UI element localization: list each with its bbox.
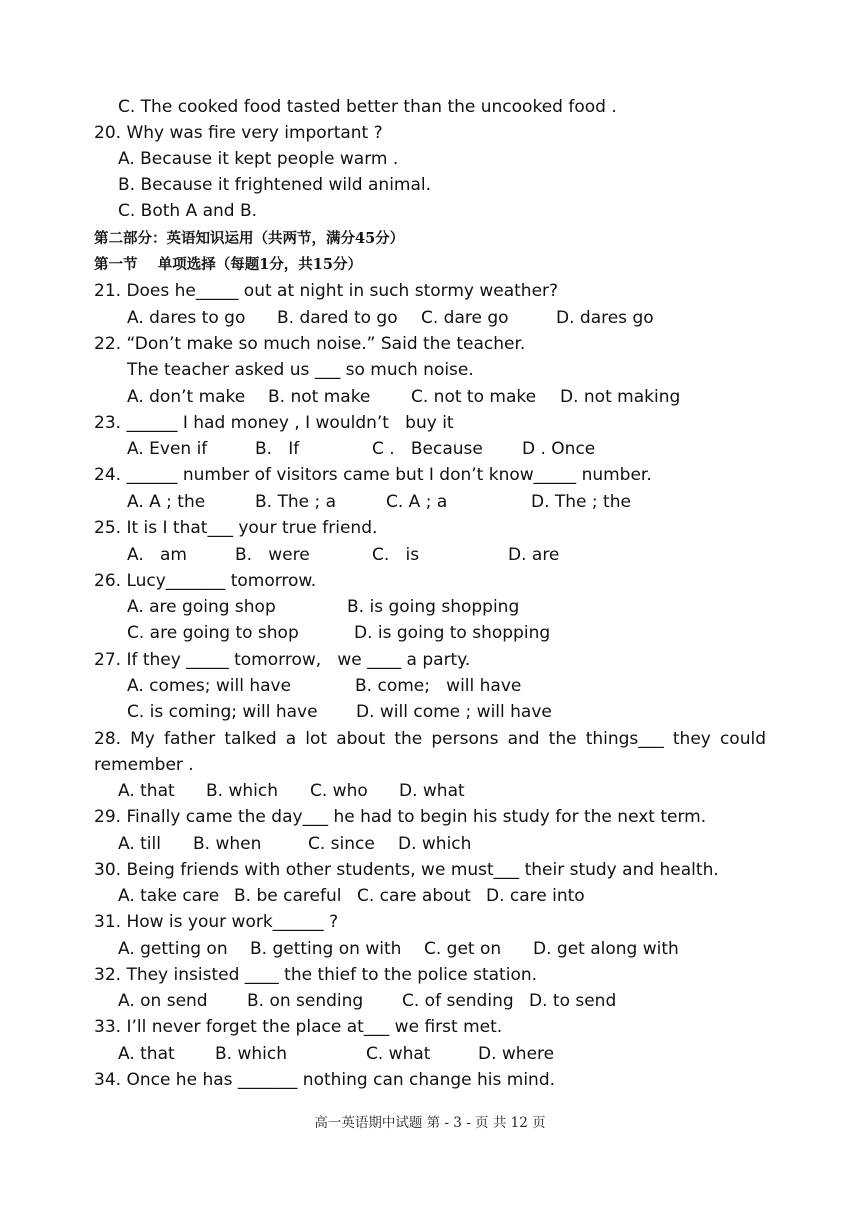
q22-option-b: B. not make [268,387,371,407]
q22-stem-line2: The teacher asked us ___ so much noise. [127,360,474,380]
q31-option-a: A. getting on [118,939,228,959]
q29-option-a: A. till [118,834,161,854]
part-two-heading: 第二部分：英语知识运用（共两节，满分45分） [94,230,405,247]
q32-option-a: A. on send [118,991,208,1011]
q26-option-c: C. are going to shop [127,623,299,643]
q30-option-a: A. take care [118,886,220,906]
q34-stem: 34. Once he has _______ nothing can change his mind. [94,1070,556,1090]
q31-stem: 31. How is your work______ ? [94,912,339,932]
q27-stem: 27. If they _____ tomorrow, we ____ a party. [94,650,471,670]
q21-option-a: A. dares to go [127,308,246,328]
q28-option-a: A. that [118,781,175,801]
q26-option-b: B. is going shopping [347,597,520,617]
q33-option-c: C. what [366,1044,431,1064]
q32-option-d: D. to send [529,991,617,1011]
section-one-heading: 第一节 单项选择（每题1分，共15分） [94,256,362,273]
q24-option-d: D. The ; the [531,492,631,512]
q22-option-a: A. don’t make [127,387,246,407]
q27-option-b: B. come; will have [355,676,522,696]
q20-stem: 20. Why was fire very important ? [94,123,383,143]
q33-option-d: D. where [478,1044,555,1064]
q20-option-c: C. Both A and B. [118,201,258,221]
q28-option-c: C. who [310,781,368,801]
q28-stem-line2: remember . [94,755,194,775]
q28-option-b: B. which [206,781,278,801]
q24-option-b: B. The ; a [255,492,337,512]
q25-option-d: D. are [508,545,560,565]
q26-option-a: A. are going shop [127,597,276,617]
q19-option-c: C. The cooked food tasted better than the uncooked food . [118,97,617,117]
q23-option-b: B. If [255,439,300,459]
q32-stem: 32. They insisted ____ the thief to the police station. [94,965,538,985]
q22-option-d: D. not making [560,387,681,407]
q25-option-c: C. is [372,545,420,565]
q30-stem: 30. Being friends with other students, we must___ their study and health. [94,860,719,880]
q21-option-d: D. dares go [556,308,654,328]
q28-stem: 28. My father talked a lot about the persons and the things___ they could [94,729,766,749]
q27-option-c: C. is coming; will have [127,702,318,722]
q21-option-c: C. dare go [421,308,509,328]
q22-stem: 22. “Don’t make so much noise.” Said the teacher. [94,334,526,354]
q32-option-b: B. on sending [247,991,364,1011]
page-footer: 高一英语期中试题 第 - 3 - 页 共 12 页 [314,1115,546,1131]
q29-option-c: C. since [308,834,375,854]
q27-option-a: A. comes; will have [127,676,292,696]
q29-option-b: B. when [193,834,262,854]
q26-stem: 26. Lucy_______ tomorrow. [94,571,317,591]
q28-option-d: D. what [399,781,465,801]
q25-stem: 25. It is I that___ your true friend. [94,518,378,538]
q29-option-d: D. which [398,834,472,854]
q30-option-c: C. care about [357,886,471,906]
q21-option-b: B. dared to go [277,308,398,328]
q24-option-c: C. A ; a [386,492,448,512]
q22-option-c: C. not to make [411,387,537,407]
q32-option-c: C. of sending [402,991,514,1011]
q20-option-a: A. Because it kept people warm . [118,149,399,169]
q31-option-d: D. get along with [533,939,679,959]
q24-stem: 24. ______ number of visitors came but I don’t know_____ number. [94,465,652,485]
q25-option-b: B. were [235,545,310,565]
q25-option-a: A. am [127,545,187,565]
q29-stem: 29. Finally came the day___ he had to begin his study for the next term. [94,807,707,827]
q30-option-d: D. care into [486,886,585,906]
q33-option-b: B. which [215,1044,287,1064]
q24-option-a: A. A ; the [127,492,206,512]
q20-option-b: B. Because it frightened wild animal. [118,175,432,195]
q26-option-d: D. is going to shopping [354,623,551,643]
q23-option-d: D . Once [522,439,596,459]
q30-option-b: B. be careful [234,886,342,906]
q23-option-a: A. Even if [127,439,208,459]
q31-option-c: C. get on [424,939,502,959]
q27-option-d: D. will come ; will have [356,702,552,722]
q31-option-b: B. getting on with [250,939,402,959]
q23-option-c: C . Because [372,439,483,459]
q23-stem: 23. ______ I had money , I wouldn’t buy it [94,413,454,433]
q33-option-a: A. that [118,1044,175,1064]
q21-stem: 21. Does he_____ out at night in such stormy weather? [94,281,559,301]
q33-stem: 33. I’ll never forget the place at___ we first met. [94,1017,503,1037]
